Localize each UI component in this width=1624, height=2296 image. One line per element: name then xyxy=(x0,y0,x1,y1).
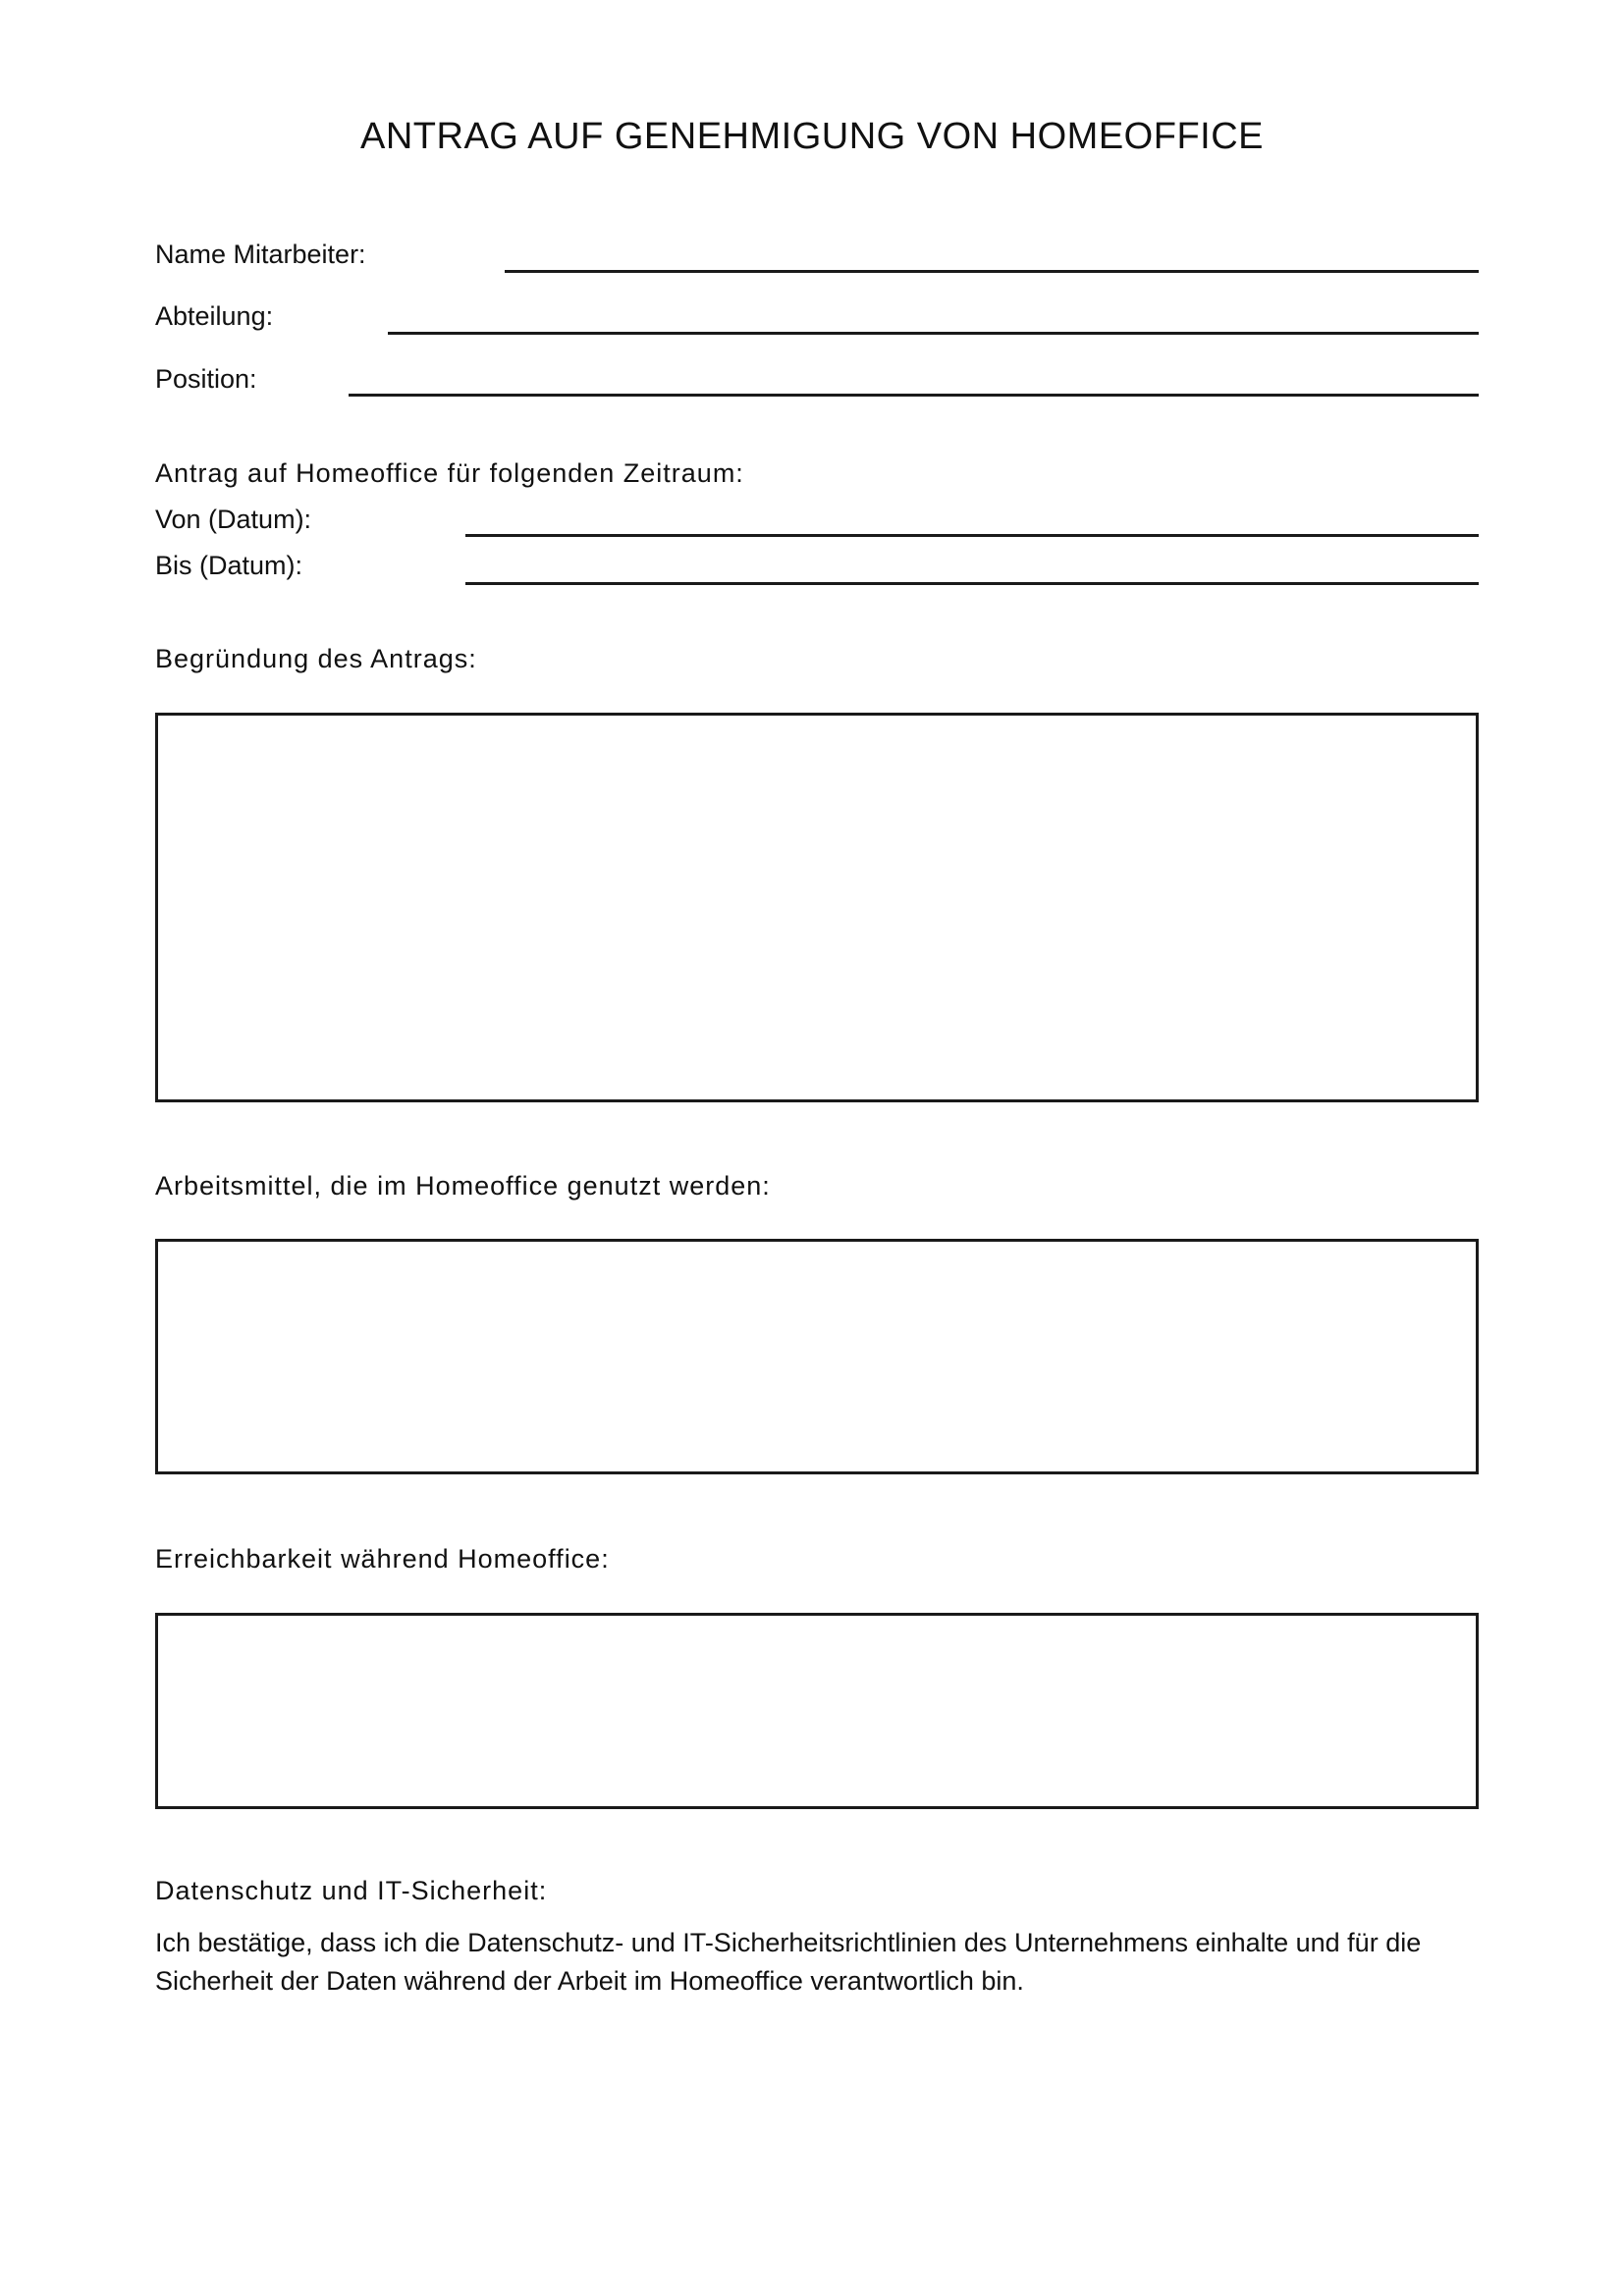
position-label: Position: xyxy=(155,364,257,394)
position-field[interactable] xyxy=(349,367,1479,397)
availability-textarea[interactable] xyxy=(155,1613,1479,1809)
from-date-field[interactable] xyxy=(465,507,1479,537)
page-title: ANTRAG AUF GENEHMIGUNG VON HOMEOFFICE xyxy=(360,116,1264,157)
to-date-label: Bis (Datum): xyxy=(155,551,303,580)
department-field[interactable] xyxy=(388,305,1479,335)
to-date-field[interactable] xyxy=(465,556,1479,585)
employee-name-label: Name Mitarbeiter: xyxy=(155,240,366,269)
data-protection-heading: Datenschutz und IT-Sicherheit: xyxy=(155,1876,548,1905)
equipment-label: Arbeitsmittel, die im Homeoffice genutzt werden: xyxy=(155,1171,771,1201)
justification-textarea[interactable] xyxy=(155,713,1479,1102)
equipment-textarea[interactable] xyxy=(155,1239,1479,1474)
availability-label: Erreichbarkeit während Homeoffice: xyxy=(155,1544,610,1574)
employee-name-field[interactable] xyxy=(505,243,1479,273)
from-date-label: Von (Datum): xyxy=(155,505,312,534)
department-label: Abteilung: xyxy=(155,301,274,331)
period-heading: Antrag auf Homeoffice für folgenden Zeitraum: xyxy=(155,458,744,488)
data-protection-statement: Ich bestätige, dass ich die Datenschutz- und IT-Sicherheitsrichtlinien des Unternehmens einhalte und für die Sicherheit der Daten während der Arbeit im Homeoffice verantwortlich bin. xyxy=(155,1928,1422,1996)
justification-label: Begründung des Antrags: xyxy=(155,644,477,673)
